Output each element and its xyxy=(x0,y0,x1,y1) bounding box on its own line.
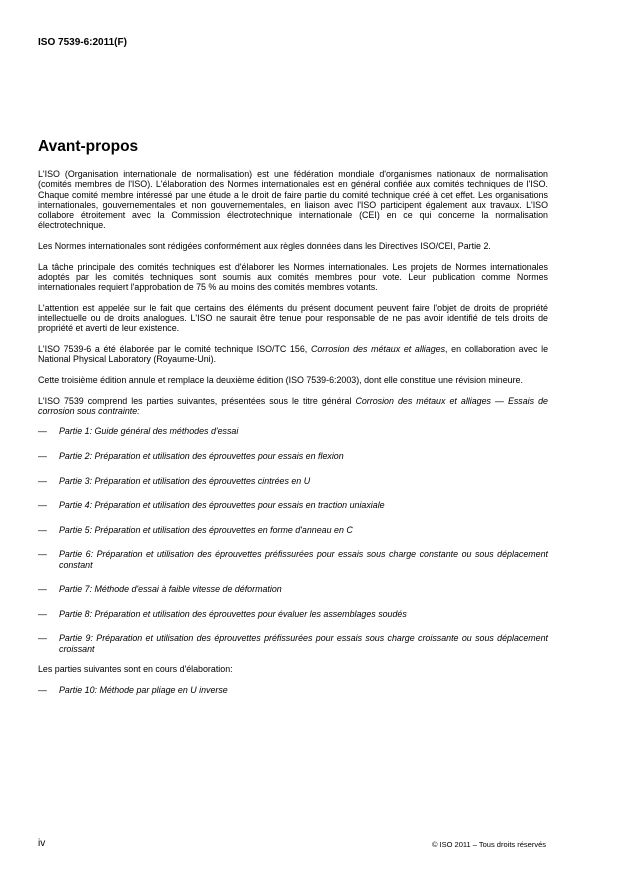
dash-marker: — xyxy=(38,608,47,619)
paragraph-future-parts: Les parties suivantes sont en cours d'élaboration: xyxy=(38,664,233,675)
parts-list xyxy=(38,426,548,654)
prepared-by-text: L'ISO 7539-6 a été élaborée par le comité technique ISO/TC 156, xyxy=(38,344,311,355)
copyright-notice: © ISO 2011 – Tous droits réservés xyxy=(431,840,546,849)
prepared-by-collab: , en collaboration avec le National Physical Laboratory (Royaume-Uni). xyxy=(38,344,549,365)
list-item xyxy=(38,476,548,486)
part-label: Partie 3: Préparation et utilisation des éprouvettes cintrées en U xyxy=(59,475,311,486)
paragraph-directives: Les Normes internationales sont rédigées conformément aux règles données dans les Directives ISO/CEI, Partie 2. xyxy=(38,241,491,252)
part-label: Partie 1: Guide général des méthodes d'essai xyxy=(59,426,239,437)
list-item xyxy=(38,426,548,436)
dash-marker: — xyxy=(38,451,47,462)
dash-marker: — xyxy=(38,684,47,695)
list-item xyxy=(38,609,548,619)
general-title: Corrosion des métaux et alliages — Essais de corrosion sous contrainte: xyxy=(38,395,548,416)
dash-marker: — xyxy=(38,475,47,486)
paragraph-parts-intro xyxy=(38,396,548,417)
part-label: Partie 8: Préparation et utilisation des éprouvettes pour évaluer les assemblages soudés xyxy=(59,608,407,619)
list-item xyxy=(38,633,548,654)
document-id: ISO 7539-6:2011(F) xyxy=(38,37,127,48)
committee-title: Corrosion des métaux et alliages xyxy=(310,344,446,355)
part-label: Partie 2: Préparation et utilisation des éprouvettes pour essais en flexion xyxy=(59,451,344,462)
dash-marker: — xyxy=(38,524,47,535)
paragraph-iso-organisation: L'ISO (Organisation internationale de normalisation) est une fédération mondiale d'organismes nationaux de normalisation (comités membres de l'ISO). L'élaboration des Normes internationales est en général confiée aux comités techniques de l'ISO. Chaque comité membre intéressé par une étude a le droit de faire partie du comité technique créé à cet effet. Les organisations internationales, gouvernementales et non gouvernementales, en liaison avec l'ISO participent également aux travaux. L'ISO collabore étroitement avec la Commission électrotechnique internationale (CEI) en ce qui concerne la normalisation électrotechnique. xyxy=(38,169,548,231)
foreword-body xyxy=(38,169,548,695)
part-label: Partie 10: Méthode par pliage en U inverse xyxy=(59,684,228,695)
page-number: iv xyxy=(38,838,46,849)
paragraph-technical-committees: La tâche principale des comités techniques est d'élaborer les Normes internationales. Les projets de Normes internationales adoptés par les comités techniques sont soumis aux comités membres pour vote. Leur publication comme Normes internationales requiert l'approbation de 75 % au moins des comités membres votants. xyxy=(38,261,548,293)
dash-marker: — xyxy=(38,500,47,511)
part-label: Partie 7: Méthode d'essai à faible vitesse de déformation xyxy=(59,584,282,595)
parts-intro-text: L'ISO 7539 comprend les parties suivantes, présentées sous le titre général xyxy=(38,395,356,406)
future-parts-list xyxy=(38,685,548,695)
list-item xyxy=(38,549,548,570)
part-label: Partie 9: Préparation et utilisation des éprouvettes préfissurées pour essais sous charge croissante ou sous déplacement croissant xyxy=(59,633,548,654)
dash-marker: — xyxy=(38,584,47,595)
list-item xyxy=(38,525,548,535)
part-label: Partie 4: Préparation et utilisation des éprouvettes pour essais en traction uniaxiale xyxy=(59,500,385,511)
paragraph-patent-rights: L'attention est appelée sur le fait que certains des éléments du présent document peuvent faire l'objet de droits de propriété intellectuelle ou de droits analogues. L'ISO ne saurait être tenue pour responsable de ne pas avoir identifié de tels droits de propriété et averti de leur existence. xyxy=(38,302,548,334)
list-item xyxy=(38,584,548,594)
paragraph-prepared-by xyxy=(38,344,548,365)
dash-marker: — xyxy=(38,633,47,644)
dash-marker: — xyxy=(38,426,47,437)
paragraph-edition: Cette troisième édition annule et remplace la deuxième édition (ISO 7539-6:2003), dont elle constitue une révision mineure. xyxy=(38,374,523,385)
list-item xyxy=(38,451,548,461)
list-item xyxy=(38,500,548,510)
part-label: Partie 5: Préparation et utilisation des éprouvettes en forme d'anneau en C xyxy=(59,524,353,535)
part-label: Partie 6: Préparation et utilisation des éprouvettes préfissurées pour essais sous charge constante ou sous déplacement constant xyxy=(59,549,548,570)
section-title: Avant-propos xyxy=(38,138,139,155)
dash-marker: — xyxy=(38,549,47,560)
list-item xyxy=(38,685,548,695)
